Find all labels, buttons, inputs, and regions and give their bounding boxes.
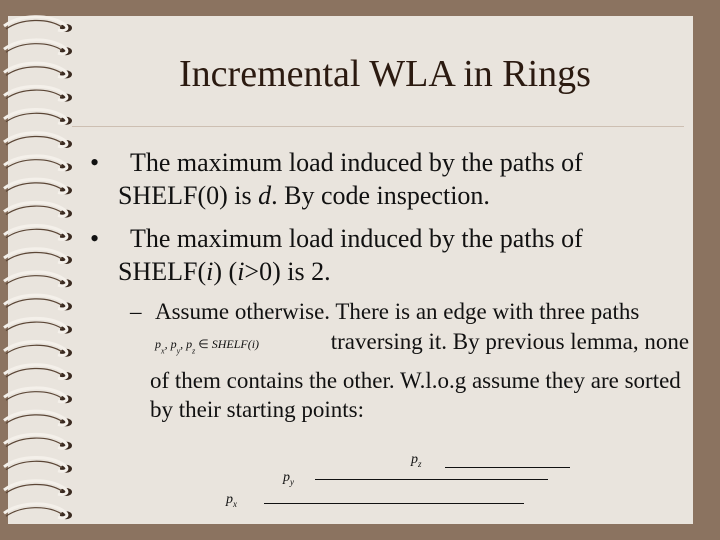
binding-ring: [4, 17, 67, 31]
bullet-1-marker: •: [90, 148, 100, 177]
binding-ring: [4, 434, 67, 448]
binding-ring: [4, 40, 67, 54]
path-label-y: $p_y$: [283, 470, 294, 487]
path-label-z: $p_z$: [411, 452, 422, 469]
binding-ring: [4, 156, 67, 170]
bullet-2-marker: •: [90, 224, 100, 253]
sub-bullet-marker: –: [130, 299, 142, 324]
binding-ring: [4, 504, 67, 518]
binding-ring: [4, 226, 67, 240]
binding-ring: [4, 342, 67, 356]
slide-title: Incremental WLA in Rings: [179, 53, 591, 95]
path-line-z: [445, 467, 570, 468]
bullet-1: [90, 146, 690, 212]
binding-ring: [4, 411, 67, 425]
binding-ring: [4, 388, 67, 402]
bullet-2-text: The maximum load induced by the paths of SHELF(i) (i>0) is 2.: [118, 224, 583, 286]
binding-ring: [4, 133, 67, 147]
binding-ring: [4, 63, 67, 77]
path-line-y: [315, 479, 548, 480]
sub-bullet: [130, 297, 690, 424]
bullet-2: [90, 222, 690, 288]
path-label-x: $p_x$: [226, 492, 237, 509]
spiral-binding: [0, 0, 80, 540]
bullet-1-text: The maximum load induced by the paths of SHELF(0) is d. By code inspection.: [118, 148, 583, 210]
binding-ring: [4, 202, 67, 216]
binding-ring: [4, 272, 67, 286]
binding-ring: [4, 458, 67, 472]
sub-bullet-text: Assume otherwise. There is an edge with three paths $p_x$, $p_y$, $p_z$ ∈ SHELF(i) traversing it. By previous lemma, none of them contains the other. W.l.o.g assume they are sorted by their starting points:: [150, 299, 690, 422]
binding-ring: [4, 295, 67, 309]
binding-ring: [4, 318, 67, 332]
binding-ring: [4, 86, 67, 100]
binding-ring: [4, 249, 67, 263]
binding-ring: [4, 179, 67, 193]
binding-ring: [4, 365, 67, 379]
title-divider: [72, 126, 684, 127]
binding-ring: [4, 481, 67, 495]
path-line-x: [264, 503, 524, 504]
path-set-formula: $p_x$, $p_y$, $p_z$ ∈ SHELF(i): [155, 337, 260, 356]
binding-ring: [4, 110, 67, 124]
